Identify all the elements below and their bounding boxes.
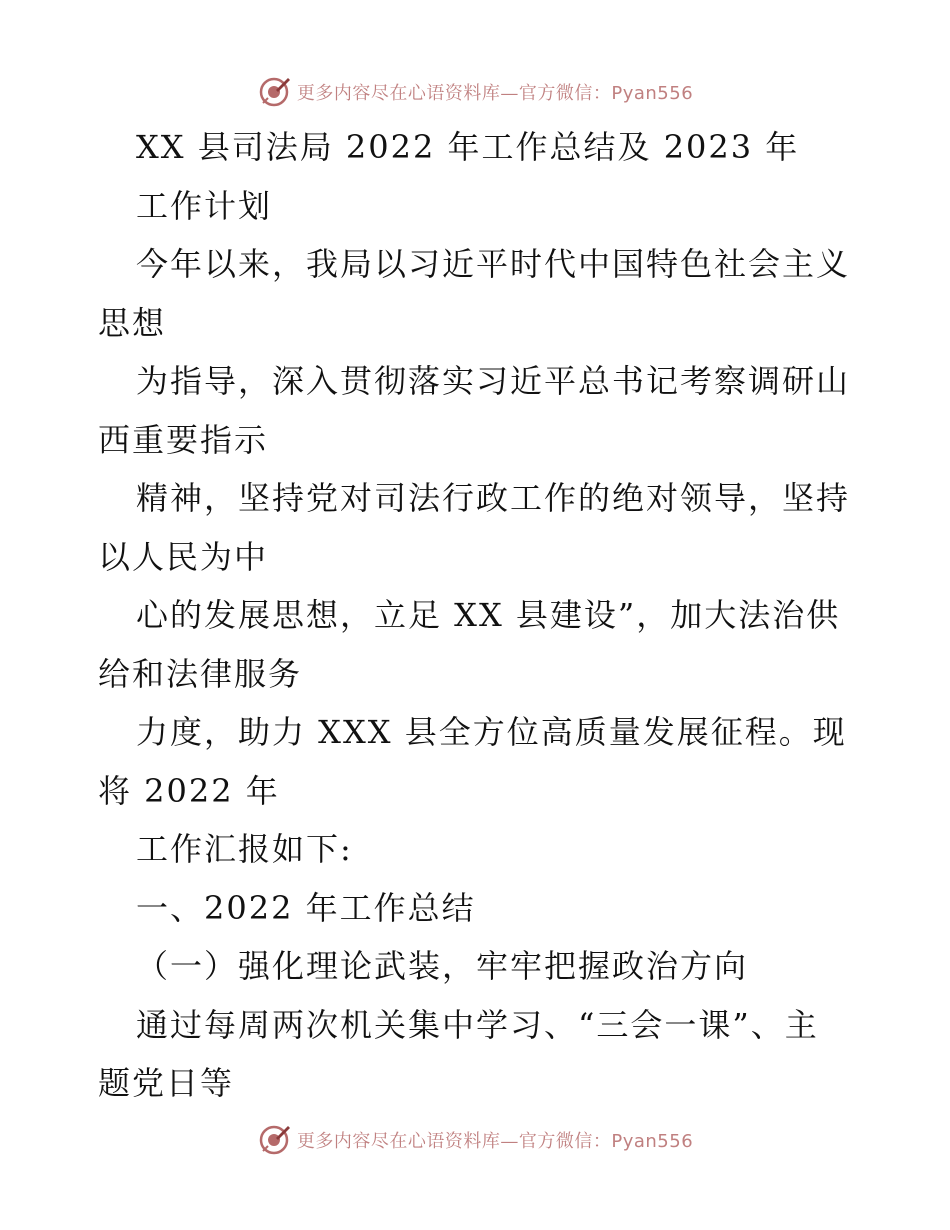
- text-line: （一）强化理论武装，牢牢把握政治方向: [136, 947, 749, 985]
- text-line: 今年以来，我局以习近平时代中国特色社会主义: [136, 245, 851, 283]
- text-line: 通过每周两次机关集中学习、“三会一课”、主: [136, 1005, 819, 1044]
- text-line: 心的发展思想，立足 XX 县建设”，加大法治供: [136, 596, 841, 634]
- watermark-text: 更多内容尽在心语资料库—官方微信：Pyan556: [296, 1131, 694, 1152]
- pen-logo-icon: [257, 75, 291, 109]
- pen-logo-icon: [257, 1123, 291, 1157]
- watermark-header: [0, 72, 950, 112]
- text-line: 工作汇报如下:: [136, 830, 353, 868]
- text-line: 精神，坚持党对司法行政工作的绝对领导，坚持: [136, 479, 851, 517]
- text-line: 为指导，深入贯彻落实习近平总书记考察调研山: [136, 362, 851, 400]
- text-line: 一、2022 年工作总结: [136, 888, 476, 927]
- watermark-text: 更多内容尽在心语资料库—官方微信：Pyan556: [296, 83, 694, 104]
- watermark-footer: [0, 1120, 950, 1160]
- text-line: 思想: [98, 303, 167, 342]
- text-line: 西重要指示: [98, 420, 269, 459]
- text-line: 力度，助力 XXX 县全方位高质量发展征程。现: [136, 713, 847, 751]
- text-line: 工作计划: [136, 186, 273, 225]
- text-line: 以人民为中: [98, 537, 269, 576]
- text-line: XX 县司法局 2022 年工作总结及 2023 年: [136, 128, 800, 166]
- text-line: 题党日等: [98, 1064, 235, 1102]
- text-line: 将 2022 年: [98, 771, 280, 810]
- document-body: [98, 118, 858, 1113]
- text-line: 给和法律服务: [98, 654, 303, 693]
